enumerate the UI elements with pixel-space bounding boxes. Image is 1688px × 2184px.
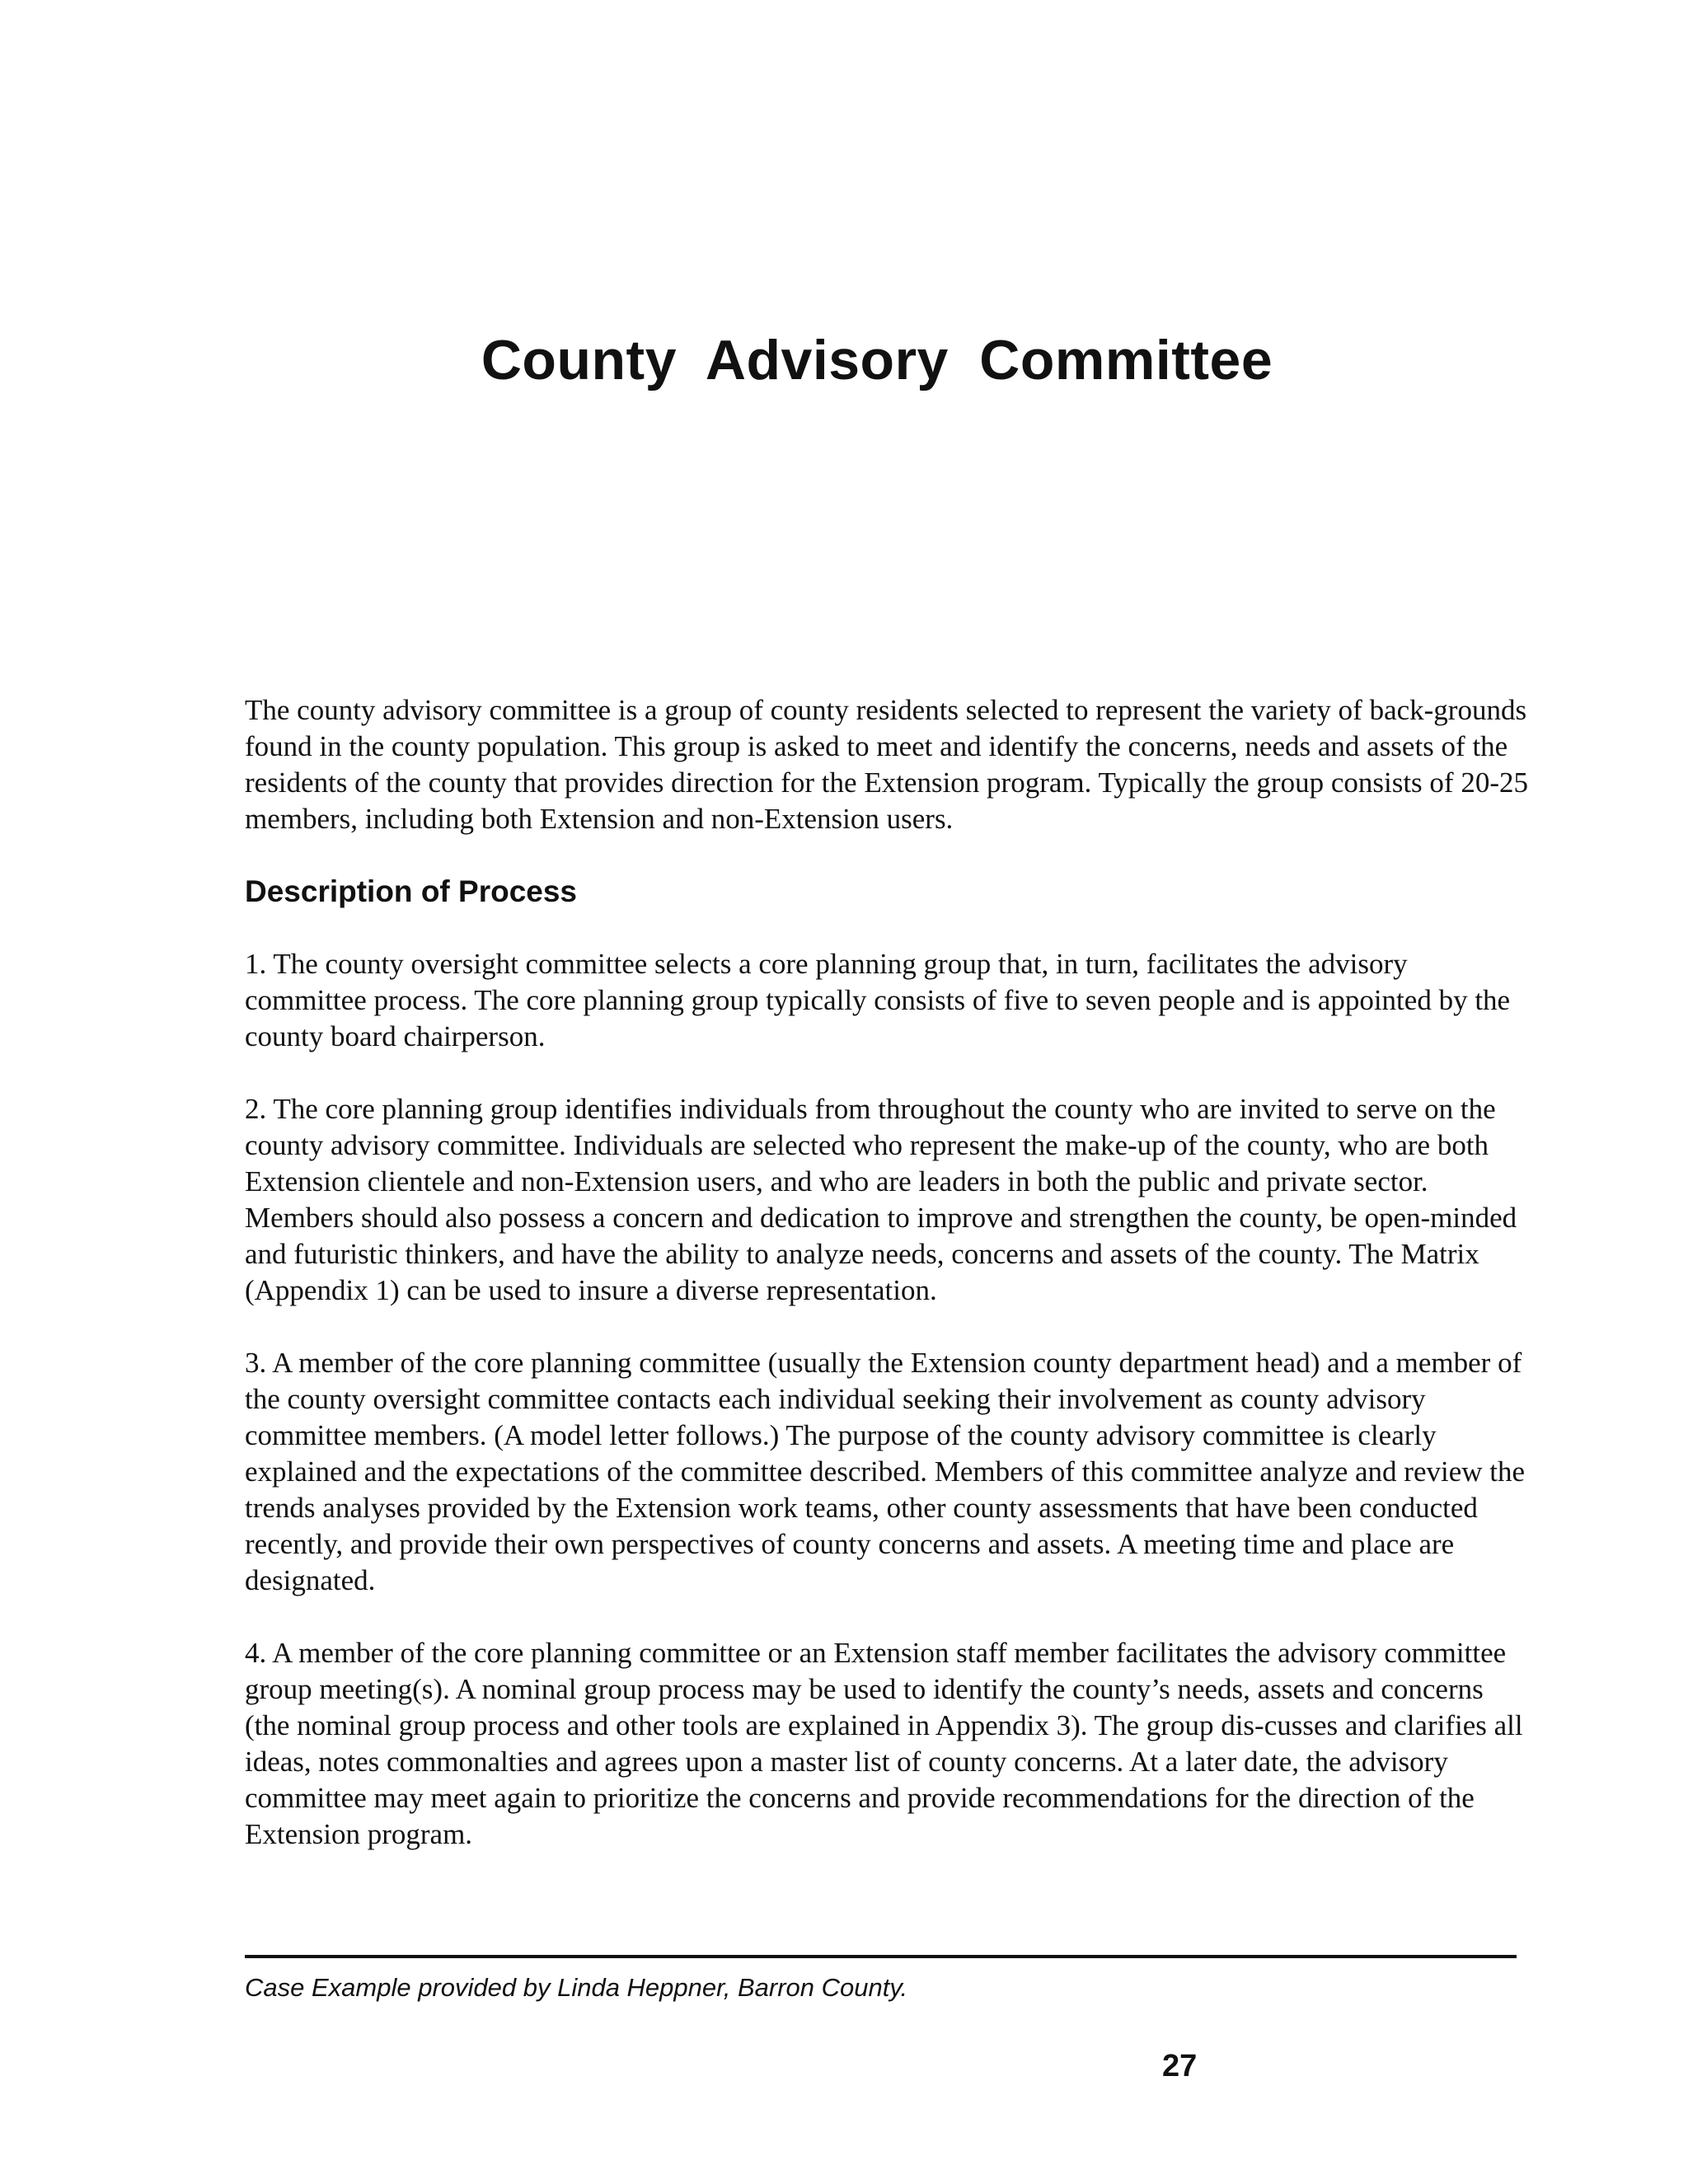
footnote-divider	[245, 1955, 1517, 1958]
footnote-credit: Case Example provided by Linda Heppner, Barron County.	[245, 1973, 908, 2002]
step-paragraph: 1. The county oversight committee selects a core planning group that, in turn, facilitates the advisory committee process. The core planning group typically consists of five to seven people and is appointed by the county board chairperson.	[245, 948, 1511, 1052]
body-text	[245, 692, 1531, 1889]
page-number: 27	[1162, 2049, 1198, 2083]
page-title: County Advisory Committee	[481, 329, 1273, 391]
section-heading: Description of Process	[245, 874, 578, 908]
step-paragraph: 3. A member of the core planning committee (usually the Extension county department head) and a member of the county oversight committee contacts each individual seeking their involvement as county advisory committee members. (A model letter follows.) The purpose of the county advisory committee is clearly explained and the expectations of the committee described. Members of this committee analyze and review the trends analyses provided by the Extension work teams, other county assessments that have been conducted recently, and provide their own perspectives of county concerns and assets. A meeting time and place are designated.	[245, 1347, 1526, 1596]
step-paragraph: 2. The core planning group identifies individuals from throughout the county who are invited to serve on the county advisory committee. Individuals are selected who represent the make-up of the county, who are both Extension clientele and non-Extension users, and who are leaders in both the public and private sector. Members should also possess a concern and dedication to improve and strengthen the county, be open-minded and futuristic thinkers, and have the ability to analyze needs, concerns and assets of the county. The Matrix (Appendix 1) can be used to insure a diverse representation.	[245, 1093, 1517, 1306]
intro-paragraph: The county advisory committee is a group of county residents selected to represent the variety of back-grounds found in the county population. This group is asked to meet and identify the concerns, needs and assets of the residents of the county that provides direction for the Extension program. Typically the group consists of 20-25 members, including both Extension and non-Extension users.	[245, 694, 1528, 835]
step-paragraph: 4. A member of the core planning committee or an Extension staff member facilitates the advisory committee group meeting(s). A nominal group process may be used to identify the county’s needs, assets and concerns (the nominal group process and other tools are explained in Appendix 3). The group dis-cusses and clarifies all ideas, notes commonalties and agrees upon a master list of county concerns. At a later date, the advisory committee may meet again to prioritize the concerns and provide recommendations for the direction of the Extension program.	[245, 1637, 1523, 1850]
